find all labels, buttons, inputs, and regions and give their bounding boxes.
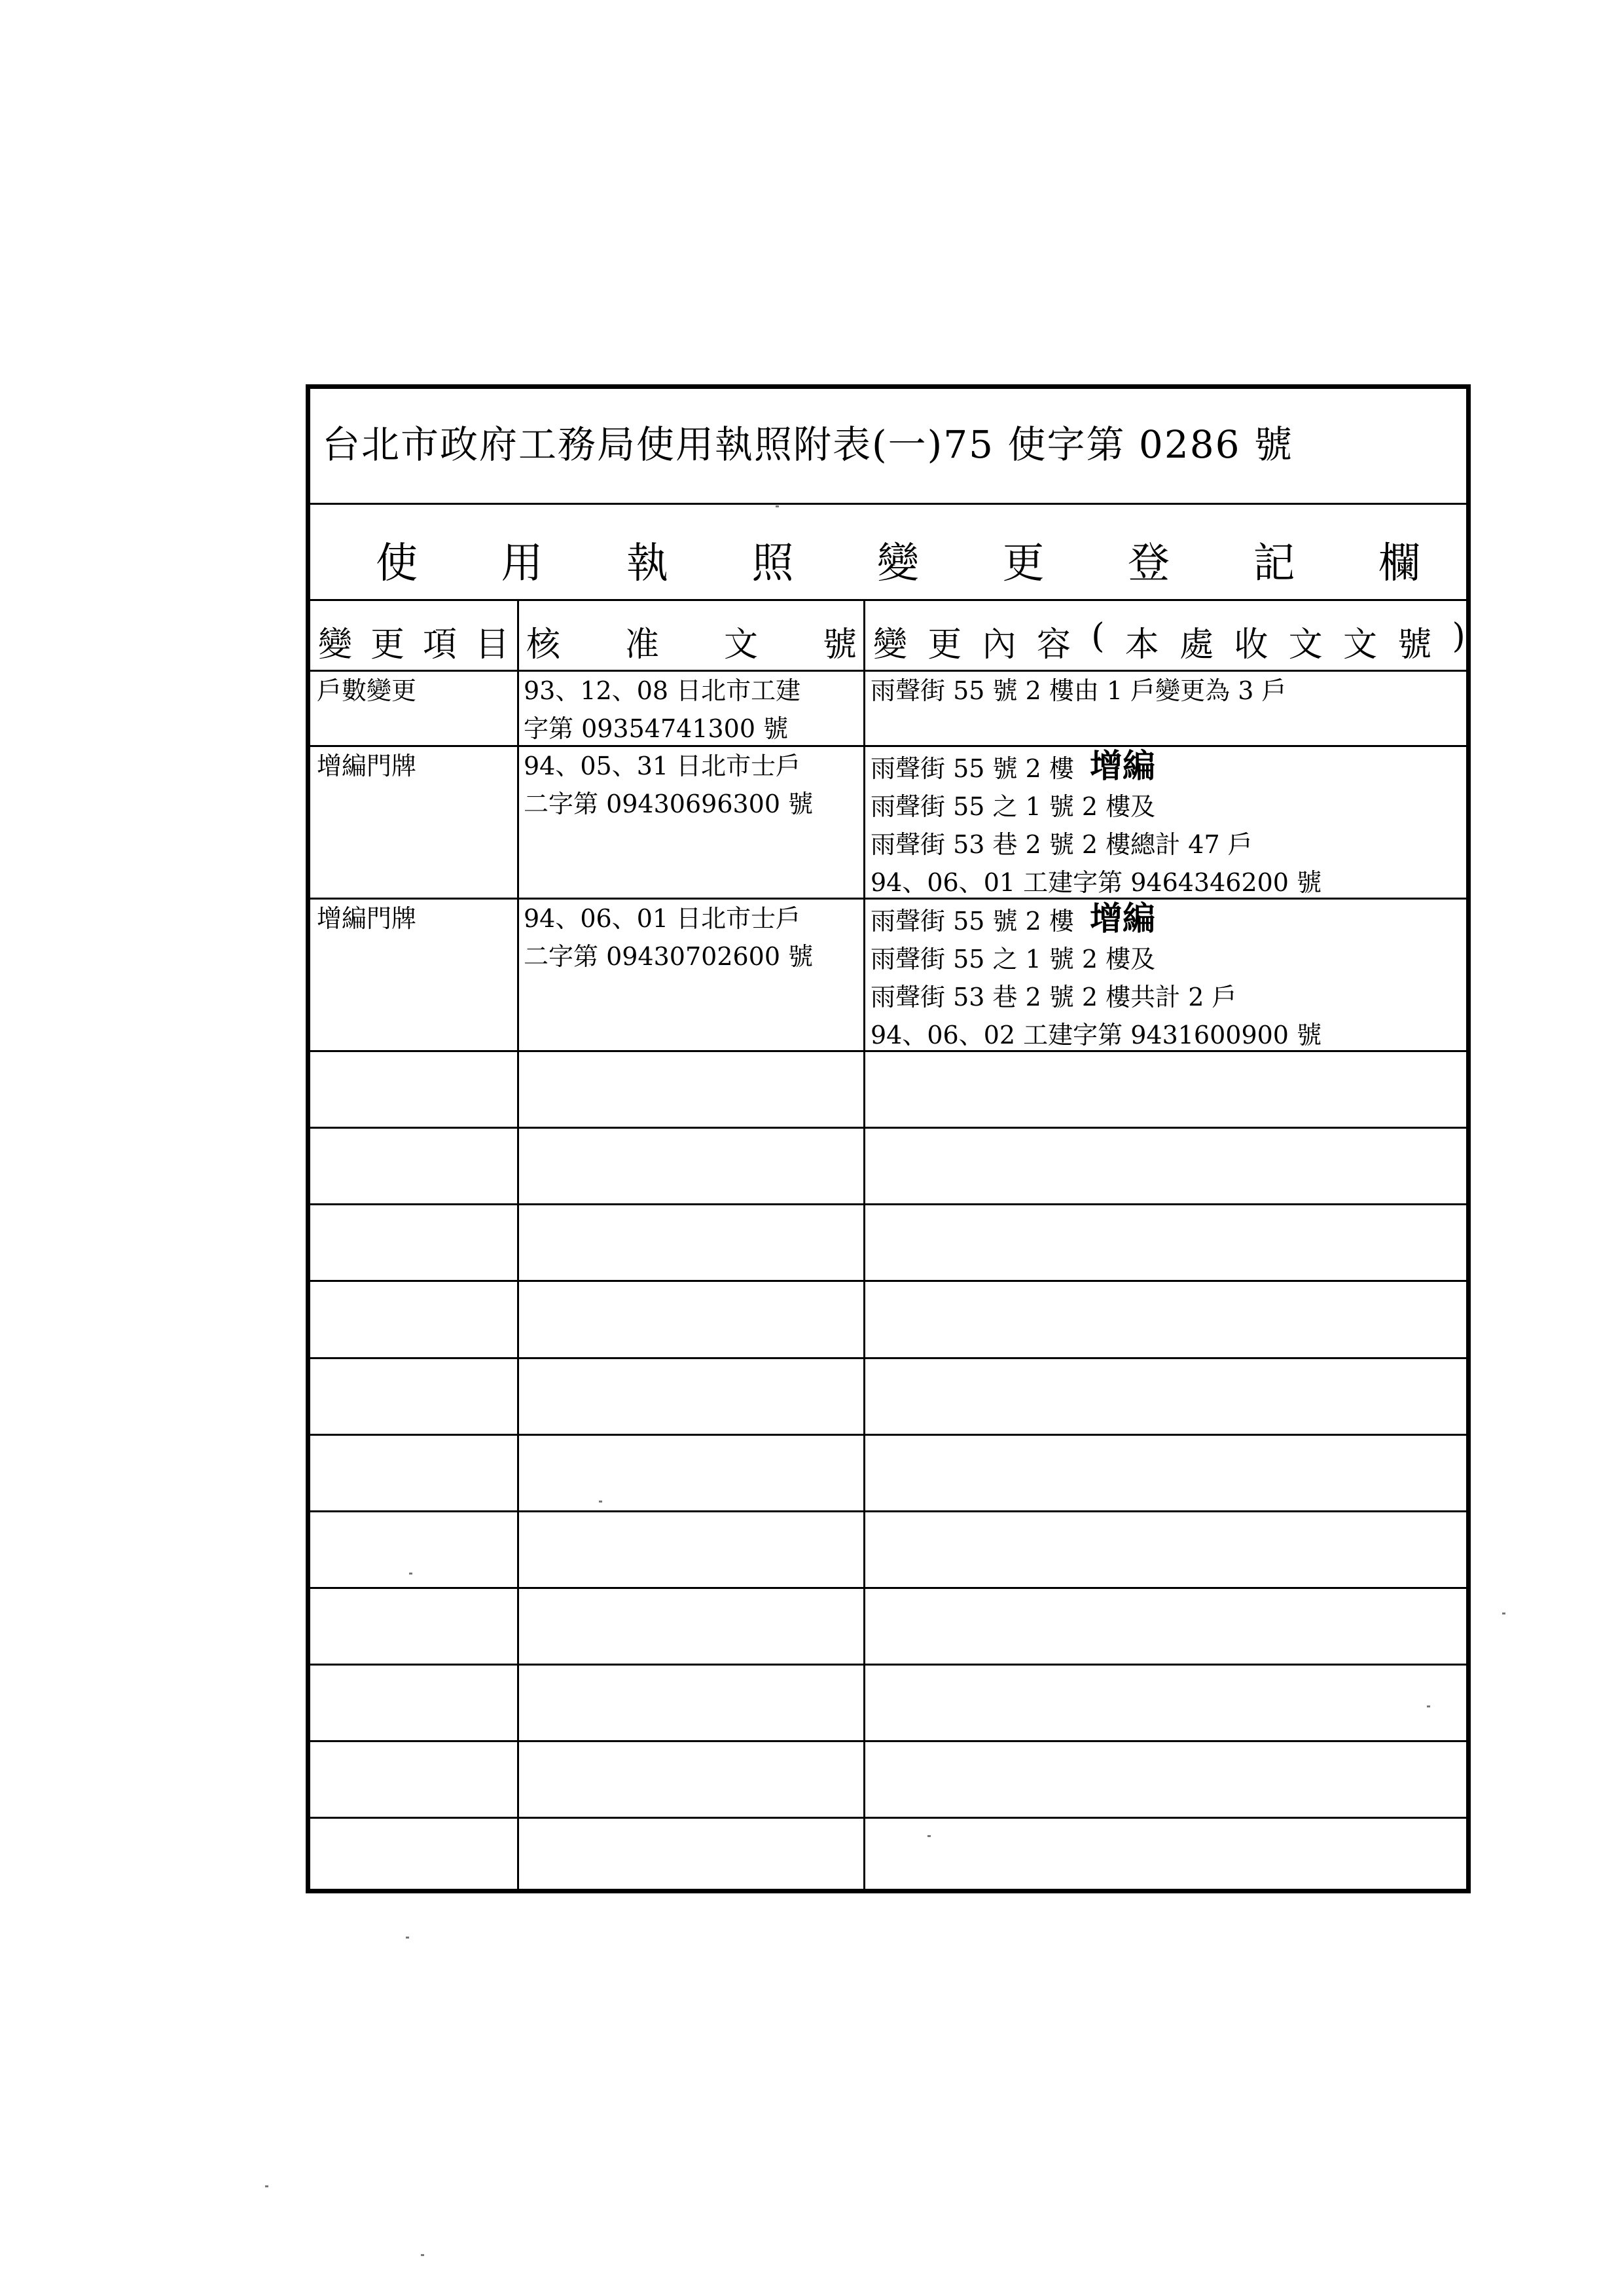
subtitle-char: 登 <box>1128 539 1170 588</box>
row-divider <box>310 1280 1466 1282</box>
subtitle-char: 更 <box>1002 539 1045 588</box>
table-row-item: 戶數變更 <box>317 676 417 705</box>
subtitle-char: 欄 <box>1378 539 1420 588</box>
subtitle-char: 使 <box>376 539 418 588</box>
subtitle-char: 記 <box>1253 539 1295 588</box>
table-row-approval: 94、05、31 日北市士戶 二字第 09430696300 號 <box>524 752 814 818</box>
row-divider <box>310 1740 1466 1742</box>
subtitle-char: 用 <box>501 539 543 588</box>
form-title: 台北市政府工務局使用執照附表(一)75 使字第 0286 號 <box>322 422 1293 467</box>
emphasis-text: 增編 <box>1090 746 1156 785</box>
row-divider <box>310 1434 1466 1436</box>
row-divider <box>310 1587 1466 1589</box>
scan-speck <box>406 1937 409 1939</box>
subtitle-char: 照 <box>751 539 794 588</box>
table-row-approval: 94、06、01 日北市士戶 二字第 09430702600 號 <box>524 904 814 971</box>
scan-speck <box>599 1501 602 1503</box>
table-row-content: 雨聲街 55 號 2 樓 增編 雨聲街 55 之 1 號 2 樓及 雨聲街 53 巷 2 號 2 樓共計 2 戶 94、06、02 工建字第 9431600900 號 <box>871 899 1322 1049</box>
table-row-approval: 93、12、08 日北市工建 字第 09354741300 號 <box>524 676 801 743</box>
form-title-row <box>310 389 1466 505</box>
form-subtitle <box>376 530 1420 590</box>
scan-speck <box>409 1573 412 1575</box>
row-divider <box>310 1203 1466 1205</box>
table-row-content: 雨聲街 55 號 2 樓 增編 雨聲街 55 之 1 號 2 樓及 雨聲街 53 巷 2 號 2 樓總計 47 戶 94、06、01 工建字第 9464346200 號 <box>871 746 1322 897</box>
scan-speck <box>927 1835 931 1837</box>
change-table <box>310 601 1466 1893</box>
row-divider <box>310 1817 1466 1819</box>
row-divider <box>310 1127 1466 1129</box>
scan-speck <box>421 2254 424 2256</box>
change-registration-form <box>306 384 1471 1893</box>
scan-speck <box>1427 1705 1430 1707</box>
emphasis-text: 增編 <box>1090 899 1156 938</box>
subtitle-char: 執 <box>626 539 668 588</box>
scan-speck <box>776 505 779 507</box>
column-divider <box>517 601 519 1893</box>
scan-speck <box>1502 1613 1505 1614</box>
column-divider <box>863 601 865 1893</box>
row-divider <box>310 1664 1466 1666</box>
scan-speck <box>265 2185 268 2187</box>
form-subtitle-row <box>310 505 1466 601</box>
row-divider <box>310 1357 1466 1359</box>
table-row-content: 雨聲街 55 號 2 樓由 1 戶變更為 3 戶 <box>871 676 1287 705</box>
table-row-item: 增編門牌 <box>317 752 417 780</box>
table-row-item: 增編門牌 <box>317 904 417 933</box>
header-item: 變 更 項 目 <box>318 625 509 665</box>
header-approval-number: 核 准 文 號 <box>526 625 857 665</box>
row-divider <box>310 1510 1466 1512</box>
table-header <box>310 601 1466 670</box>
header-change-content: 變 更 內 容 ( 本 處 收 文 文 號 ) <box>873 617 1465 665</box>
subtitle-char: 變 <box>877 539 919 588</box>
